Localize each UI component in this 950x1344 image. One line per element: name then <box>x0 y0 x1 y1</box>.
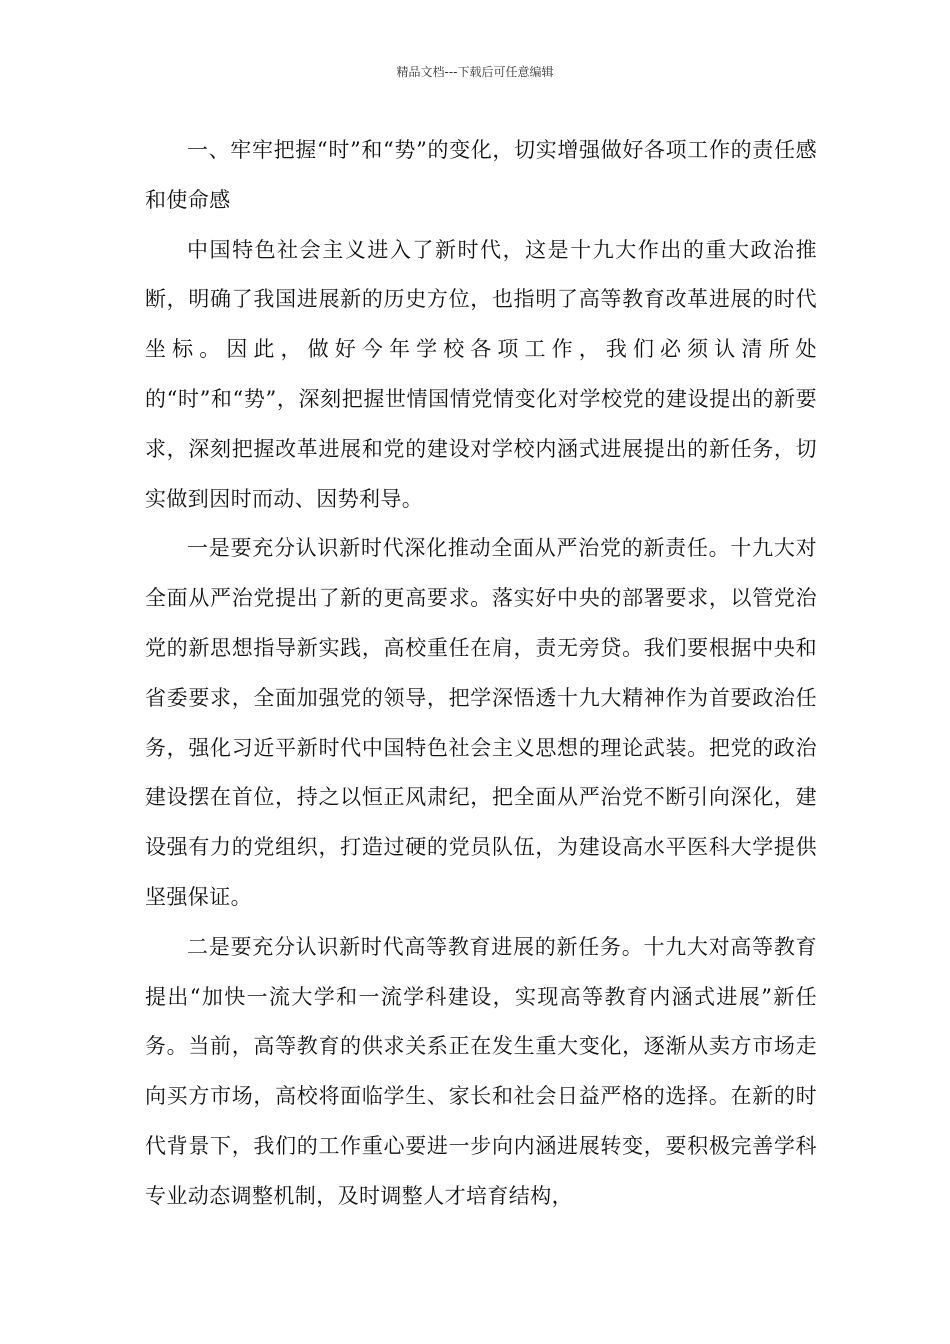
section-heading: 一、牢牢把握“时”和“势”的变化，切实增强做好各项工作的责任感和使命感 <box>145 138 817 212</box>
page-header: 精品文档---下载后可任意编辑 <box>396 65 554 79</box>
paragraph: 一是要充分认识新时代深化推动全面从严治党的新责任。十九大对全面从严治党提出了新的更高要求。落实好中央的部署要求，以管党治党的新思想指导新实践，高校重任在肩，责无旁贷。我们要根据中央和省委要求，全面加强党的领导，把学深悟透十九大精神作为首要政治任务，强化习近平新时代中国特色社会主义思想的理论武装。把党的政治建设摆在首位，持之以恒正风肃纪，把全面从严治党不断引向深化，建设强有力的党组织，打造过硬的党员队伍，为建设高水平医科大学提供坚强保证。 <box>145 536 817 909</box>
document-body <box>145 126 817 1222</box>
paragraph: 二是要充分认识新时代高等教育进展的新任务。十九大对高等教育提出“加快一流大学和一流学科建设，实现高等教育内涵式进展”新任务。当前，高等教育的供求关系正在发生重大变化，逐渐从卖方市场走向买方市场，高校将面临学生、家长和社会日益严格的选择。在新的时代背景下，我们的工作重心要进一步向内涵进展转变，要积极完善学科专业动态调整机制，及时调整人才培育结构， <box>145 934 817 1208</box>
paragraph: 中国特色社会主义进入了新时代，这是十九大作出的重大政治推断，明确了我国进展新的历史方位，也指明了高等教育改革进展的时代坐标。因此，做好今年学校各项工作，我们必须认清所处的“时”和“势”，深刻把握世情国情党情变化对学校党的建设提出的新要求，深刻把握改革进展和党的建设对学校内涵式进展提出的新任务，切实做到因时而动、因势利导。 <box>145 237 817 511</box>
